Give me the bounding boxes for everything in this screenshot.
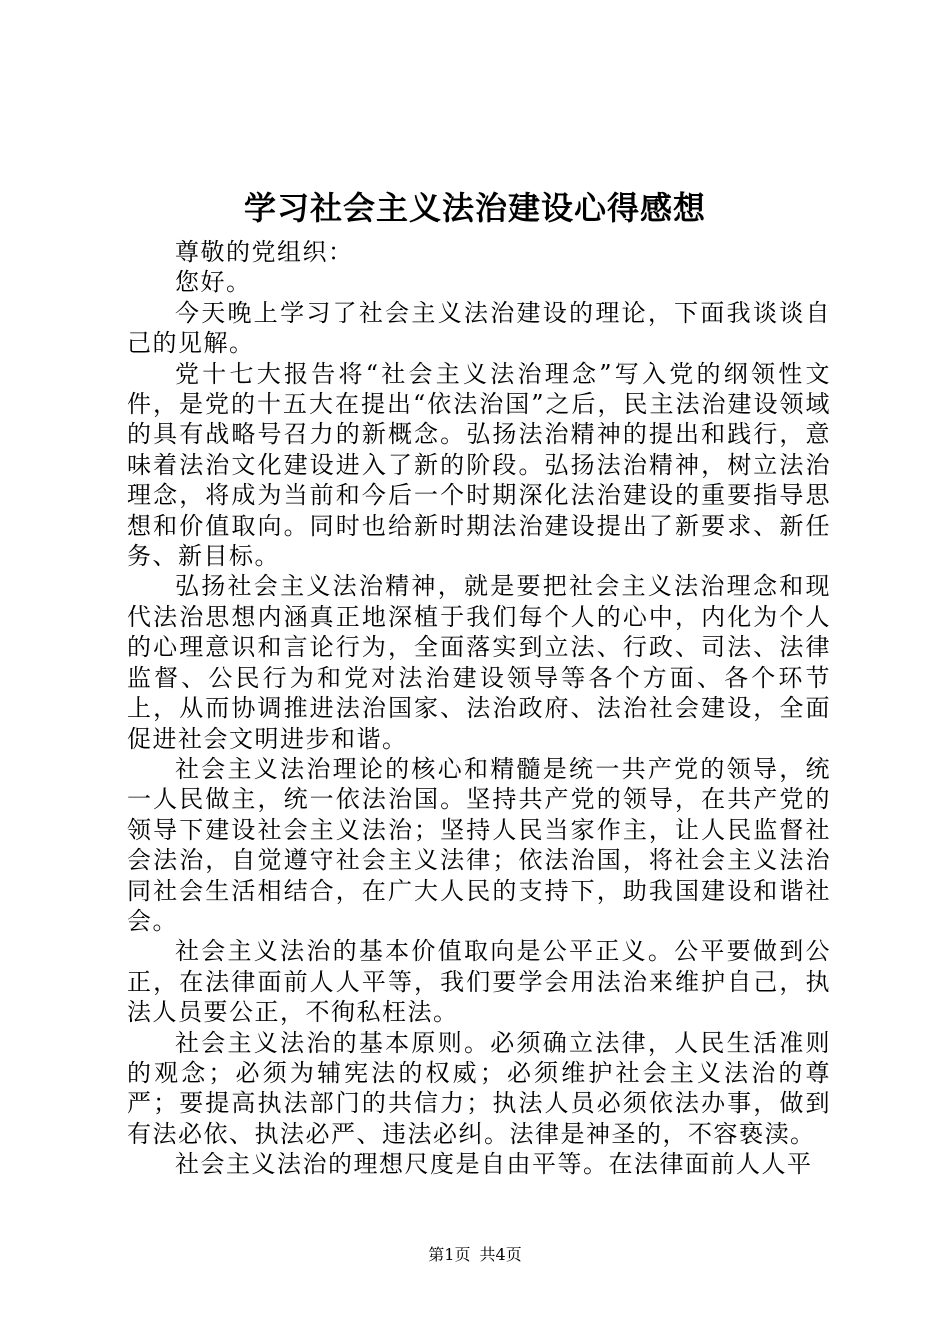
paragraph: 社会主义法治的基本原则。必须确立法律，人民生活准则的观念；必须为辅宪法的权威；必须维护社会主义法治的尊严；要提高执法部门的共信力；执法人员必须依法办事，做到有法必依、执法必严、违法必纠。法律是神圣的，不容亵渎。: [127, 1028, 831, 1148]
page-number-footer: 第1页 共4页: [428, 1245, 522, 1264]
document-body: [127, 237, 831, 1180]
paragraph: 今天晚上学习了社会主义法治建设的理论，下面我谈谈自己的见解。: [127, 298, 831, 358]
paragraph: 社会主义法治的基本价值取向是公平正义。公平要做到公正，在法律面前人人平等，我们要学会用法治来维护自己，执法人员要公正，不徇私枉法。: [127, 937, 831, 1027]
paragraph: 社会主义法治的理想尺度是自由平等。在法律面前人人平: [175, 1150, 813, 1179]
document-title: 学习社会主义法治建设心得感想: [243, 189, 706, 227]
paragraph: 弘扬社会主义法治精神，就是要把社会主义法治理念和现代法治思想内涵真正地深植于我们每个人的心中，内化为个人的心理意识和言论行为，全面落实到立法、行政、司法、法律监督、公民行为和党对法治建设领导等各个方面、各个环节上，从而协调推进法治国家、法治政府、法治社会建设，全面促进社会文明进步和谐。: [127, 572, 831, 753]
paragraph-greeting: 您好。: [175, 268, 252, 297]
paragraph-salutation: 尊敬的党组织：: [175, 238, 354, 266]
paragraph: 党十七大报告将“社会主义法治理念”写入党的纲领性文件，是党的十五大在提出“依法治国”之后，民主法治建设领域的具有战略号召力的新概念。弘扬法治精神的提出和践行，意味着法治文化建设进入了新的阶段。弘扬法治精神，树立法治理念，将成为当前和今后一个时期深化法治建设的重要指导思想和价值取向。同时也给新时期法治建设提出了新要求、新任务、新目标。: [127, 359, 831, 571]
paragraph: 社会主义法治理论的核心和精髓是统一共产党的领导，统一人民做主，统一依法治国。坚持共产党的领导，在共产党的领导下建设社会主义法治；坚持人民当家作主，让人民监督社会法治，自觉遵守社会主义法律；依法治国，将社会主义法治同社会生活相结合，在广大人民的支持下，助我国建设和谐社会。: [127, 754, 831, 935]
